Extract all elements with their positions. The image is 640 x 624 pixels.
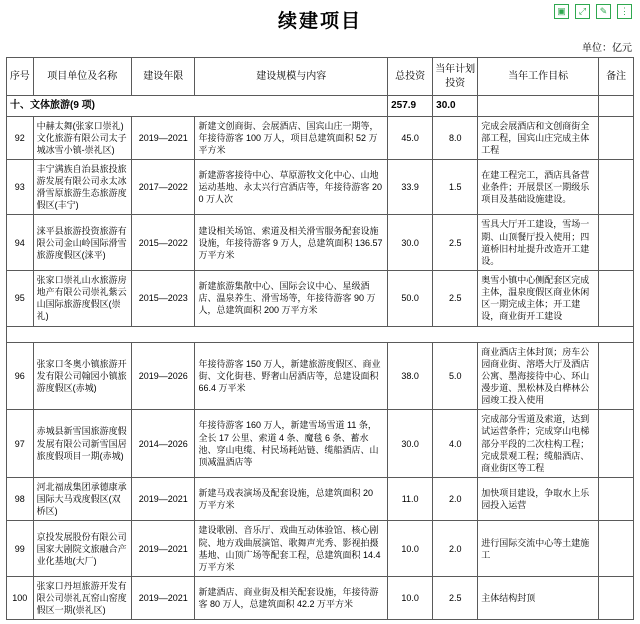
row-sn: 98	[7, 478, 34, 521]
row-years: 2019—2021	[131, 577, 195, 620]
row-remark	[599, 410, 634, 478]
row-unit: 京投发展股份有限公司国家大剧院文旅融合产业化基地(大厂)	[33, 521, 131, 577]
row-scale: 新建马戏表演场及配套设施，总建筑面积 20 万平方米	[195, 478, 388, 521]
row-goal: 进行国际交流中心等土建施工	[478, 521, 599, 577]
row-sn: 92	[7, 116, 34, 159]
row-remark	[599, 521, 634, 577]
grid-view-icon[interactable]: ▣	[554, 4, 569, 19]
section-remark-empty	[599, 96, 634, 117]
row-total: 45.0	[388, 116, 433, 159]
header-plan: 当年计划投资	[433, 58, 478, 96]
section-total-investment: 257.9	[388, 96, 433, 117]
table-row	[7, 215, 634, 271]
section-title: 十、文体旅游(9 项)	[7, 96, 388, 117]
row-remark	[599, 342, 634, 410]
row-total: 38.0	[388, 342, 433, 410]
header-remark: 备注	[599, 58, 634, 96]
table-row	[7, 478, 634, 521]
row-plan: 5.0	[433, 342, 478, 410]
row-total: 33.9	[388, 159, 433, 215]
row-plan: 2.5	[433, 215, 478, 271]
row-goal: 雪具大厅开工建设，雪场一期、山顶餐厅投入使用；四道桥旧村址提升改造开工建设。	[478, 215, 599, 271]
table-row	[7, 159, 634, 215]
row-remark	[599, 116, 634, 159]
row-remark	[599, 271, 634, 327]
row-unit: 涞平县旅游投资旅游有限公司金山岭国际滑雪旅游度假区(涞平)	[33, 215, 131, 271]
row-remark	[599, 159, 634, 215]
row-goal: 完成会展酒店和文创商街全部工程，国宾山庄完成主体工程	[478, 116, 599, 159]
row-scale: 年接待游客 150 万人，新建旅游度假区、商业街、文化街巷、野奢山居酒店等，总建设面积 66.4 万平米	[195, 342, 388, 410]
row-sn: 97	[7, 410, 34, 478]
table-row	[7, 271, 634, 327]
row-plan: 8.0	[433, 116, 478, 159]
row-unit: 张家口丹垣旅游开发有限公司崇礼瓦窑山窑度假区一期(崇礼区)	[33, 577, 131, 620]
row-goal: 完成部分雪道及索道，达到试运营条件；完成穿山电梯部分平段的二次柱构工程；完成景观工程；缆船酒店、商业街区等工程	[478, 410, 599, 478]
row-remark	[599, 478, 634, 521]
row-total: 50.0	[388, 271, 433, 327]
row-total: 30.0	[388, 215, 433, 271]
row-total: 11.0	[388, 478, 433, 521]
row-years: 2019—2021	[131, 116, 195, 159]
section-plan-investment: 30.0	[433, 96, 478, 117]
section-header-row	[7, 96, 634, 117]
row-remark	[599, 215, 634, 271]
header-goal: 当年工作目标	[478, 58, 599, 96]
table-row	[7, 116, 634, 159]
row-years: 2019—2021	[131, 521, 195, 577]
row-goal: 主体结构封顶	[478, 577, 599, 620]
row-sn: 96	[7, 342, 34, 410]
row-years: 2015—2022	[131, 215, 195, 271]
row-unit: 河北福成集团承德康承国际大马戏度假区(双桥区)	[33, 478, 131, 521]
row-scale: 新建旅游集散中心、国际会议中心、星级酒店、温泉养生、滑雪场等，年接待游客 90 万人，总建筑面积 200 万平方米	[195, 271, 388, 327]
row-sn: 99	[7, 521, 34, 577]
header-years: 建设年限	[131, 58, 195, 96]
row-unit: 赤城县新雪国旅游度假发展有限公司新雪国居旅度假项目一期(赤城)	[33, 410, 131, 478]
more-icon[interactable]: ⋮	[617, 4, 632, 19]
row-plan: 2.5	[433, 271, 478, 327]
row-years: 2019—2021	[131, 478, 195, 521]
row-plan: 4.0	[433, 410, 478, 478]
row-goal: 奥雪小镇中心侧配套区完成主体，温泉度假区商业休闲区一期完成主体；开工建设，商业街开工建设	[478, 271, 599, 327]
row-years: 2019—2026	[131, 342, 195, 410]
row-goal: 在建工程完工，酒店具备营业条件；开展景区一期级乐项目及基础设施建设。	[478, 159, 599, 215]
row-plan: 2.5	[433, 577, 478, 620]
header-total: 总投资	[388, 58, 433, 96]
row-unit: 张家口崇礼山水旅游房地产有限公司崇礼紫云山国际旅游度假区(崇礼)	[33, 271, 131, 327]
row-unit: 丰宁满族自治县旅投旅游发展有限公司永太冰滑雪原旅游生态旅游度假区(丰宁)	[33, 159, 131, 215]
row-sn: 95	[7, 271, 34, 327]
row-sn: 100	[7, 577, 34, 620]
row-total: 10.0	[388, 521, 433, 577]
table-row	[7, 521, 634, 577]
row-goal: 加快项目建设，争取水上乐园投入运营	[478, 478, 599, 521]
page-title: 续建项目	[277, 11, 362, 32]
row-total: 30.0	[388, 410, 433, 478]
row-scale: 年接待游客 160 万人，新建雪场雪道 11 条，全长 17 公里、索道 4 条、魔毯 6 条、蓄水池、穿山电缆、村民场耗站链、缆船酒店、山顶减温酒店等	[195, 410, 388, 478]
unit-label: 单位：亿元	[582, 43, 632, 54]
table-row	[7, 410, 634, 478]
table-row	[7, 577, 634, 620]
row-scale: 建设相关场馆、索道及相关滑雪服务配套设施设施，年接待游客 9 万人，总建筑面积 136.57 万平方米	[195, 215, 388, 271]
table-row	[7, 342, 634, 410]
row-sn: 94	[7, 215, 34, 271]
row-goal: 商业酒店主体封顶；房车公园商业街、溶塔大厅及酒店公寓、墨海接待中心、环山漫步道、黑松林及白桦林公园竣工投入使用	[478, 342, 599, 410]
header-unit: 项目单位及名称	[33, 58, 131, 96]
row-years: 2015—2023	[131, 271, 195, 327]
row-plan: 2.0	[433, 478, 478, 521]
section-goal-empty	[478, 96, 599, 117]
row-plan: 1.5	[433, 159, 478, 215]
viewer-toolbar	[554, 4, 632, 19]
row-years: 2014—2026	[131, 410, 195, 478]
row-sn: 93	[7, 159, 34, 215]
expand-icon[interactable]: ⤢	[575, 4, 590, 19]
row-scale: 新建游客接待中心、草原游牧文化中心、山地运动基地、永太兴行宫酒店等，年接待游客 200 万人次	[195, 159, 388, 215]
header-scale: 建设规模与内容	[195, 58, 388, 96]
row-scale: 新建文创商街、会展酒店、国宾山庄一期等，年接待游客 100 万人，项目总建筑面积 52 万平方米	[195, 116, 388, 159]
row-unit: 张家口冬奥小镇旅游开发有限公司翰园小镇旅游度假区(赤城)	[33, 342, 131, 410]
table-spacer	[7, 326, 634, 342]
row-years: 2017—2022	[131, 159, 195, 215]
row-scale: 新建酒店、商业街及相关配套设施，年接待游客 80 万人，总建筑面积 42.2 万平方米	[195, 577, 388, 620]
row-total: 10.0	[388, 577, 433, 620]
row-unit: 中赫太舞(张家口崇礼)文化旅游有限公司太子城冰雪小镇-崇礼区)	[33, 116, 131, 159]
edit-icon[interactable]: ✎	[596, 4, 611, 19]
projects-table	[6, 57, 634, 620]
row-remark	[599, 577, 634, 620]
row-scale: 建设歌剧、音乐厅、戏曲互动体验馆、核心剧院、地方戏曲展演馆、歌舞声光秀、影视拍摄基地、山顶广场等配套工程，总建筑面积 14.4 万平方米	[195, 521, 388, 577]
row-plan: 2.0	[433, 521, 478, 577]
header-sn: 序号	[7, 58, 34, 96]
table-header-row	[7, 58, 634, 96]
